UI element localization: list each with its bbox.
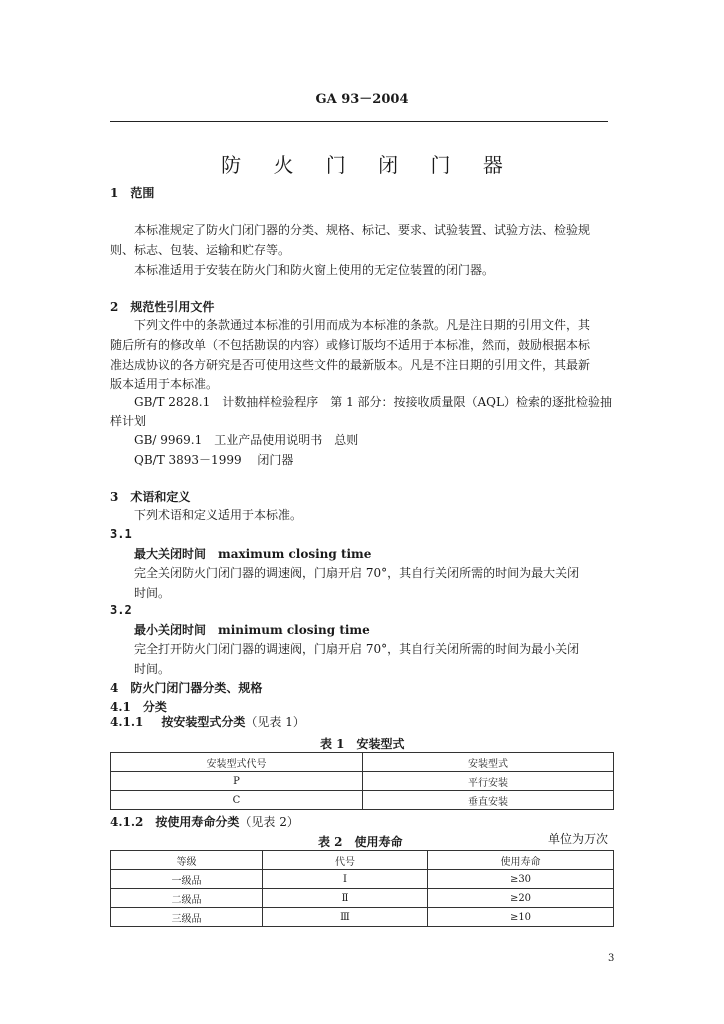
document-title: 防 火 门 闭 门 器 — [221, 153, 516, 177]
reference-gb2828-cont: 样计划 — [110, 414, 147, 428]
table-cell: ≥10 — [428, 908, 614, 927]
table-row — [111, 870, 614, 889]
table-header-cell: 等级 — [111, 851, 263, 870]
table-cell: Ⅲ — [263, 908, 428, 927]
subsection-title: 按安装型式分类 — [161, 715, 246, 729]
table-cell: 二级品 — [111, 889, 263, 908]
table-cell: 三级品 — [111, 908, 263, 927]
term-definition-line: 完全打开防火门闭门器的调速阀，门扇开启 70°，其自行关闭所需的时间为最小关闭 — [134, 642, 580, 656]
section-3-heading: 3 术语和定义 — [110, 490, 191, 504]
term-number: 3.2 — [110, 603, 132, 617]
section-1-heading: 1 范围 — [110, 186, 155, 200]
subsection-number: 4.1.2 — [110, 815, 144, 829]
table-1-mounting-type — [110, 752, 614, 810]
table-cell: C — [111, 791, 363, 810]
reference-gb2828: GB/T 2828.1 计数抽样检验程序 第 1 部分：按接收质量限（AQL）检索的逐批检验抽 — [134, 395, 612, 409]
subsection-number: 4.1.1 — [110, 715, 144, 729]
table-cell: 平行安装 — [363, 772, 614, 791]
sec2-line: 随后所有的修改单（不包括勘误的内容）或修订版均不适用于本标准，然而，鼓励根据本标 — [110, 338, 591, 352]
table-cell: 垂直安装 — [363, 791, 614, 810]
subsection-title: 按使用寿命分类 — [155, 815, 240, 829]
table-row — [111, 908, 614, 927]
sec3-intro: 下列术语和定义适用于本标准。 — [134, 508, 303, 522]
subsection-4-1-1 — [110, 712, 305, 732]
table-2-caption: 表 2 使用寿命 — [318, 835, 403, 849]
table-2-unit: 单位为万次 — [548, 832, 609, 846]
sec2-line: 版本适用于本标准。 — [110, 377, 219, 391]
subsection-note: （见表 1） — [245, 715, 305, 729]
term-definition-line: 时间。 — [134, 586, 171, 600]
term-definition-line: 时间。 — [134, 662, 171, 676]
table-cell: ≥30 — [428, 870, 614, 889]
table-header-cell: 使用寿命 — [428, 851, 614, 870]
reference-gb9969: GB/ 9969.1 工业产品使用说明书 总则 — [134, 433, 359, 447]
term-number: 3.1 — [110, 527, 132, 541]
sec2-line: 准达成协议的各方研究是否可使用这些文件的最新版本。凡是不注日期的引用文件，其最新 — [110, 358, 591, 372]
table-header-cell: 代号 — [263, 851, 428, 870]
term-title-min: 最小关闭时间 minimum closing time — [134, 623, 370, 637]
sec1-line: 本标准适用于安装在防火门和防火窗上使用的无定位装置的闭门器。 — [134, 263, 495, 277]
header-rule — [110, 121, 608, 122]
table-row — [111, 772, 614, 791]
subsection-4-1: 4.1 分类 — [110, 700, 167, 714]
standard-number-header: GA 93－2004 — [315, 92, 409, 107]
table-cell: Ⅰ — [263, 870, 428, 889]
table-cell: P — [111, 772, 363, 791]
reference-qb3893: QB/T 3893－1999 闭门器 — [134, 453, 294, 467]
term-title-max: 最大关闭时间 maximum closing time — [134, 547, 372, 561]
sec2-line: 下列文件中的条款通过本标准的引用而成为本标准的条款。凡是注日期的引用文件，其 — [134, 318, 591, 332]
table-header-cell: 安装型式 — [363, 753, 614, 772]
section-4-heading: 4 防火门闭门器分类、规格 — [110, 681, 263, 695]
page-number: 3 — [608, 953, 615, 964]
subsection-note: （见表 2） — [239, 815, 299, 829]
table-2-service-life — [110, 850, 614, 927]
table-row — [111, 889, 614, 908]
term-definition-line: 完全关闭防火门闭门器的调速阀，门扇开启 70°，其自行关闭所需的时间为最大关闭 — [134, 566, 580, 580]
sec1-line: 则、标志、包装、运输和贮存等。 — [110, 243, 291, 257]
sec1-line: 本标准规定了防火门闭门器的分类、规格、标记、要求、试验装置、试验方法、检验规 — [134, 223, 591, 237]
subsection-4-1-2 — [110, 812, 299, 832]
table-1-caption: 表 1 安装型式 — [320, 737, 405, 751]
table-cell: 一级品 — [111, 870, 263, 889]
section-2-heading: 2 规范性引用文件 — [110, 300, 215, 314]
table-cell: Ⅱ — [263, 889, 428, 908]
table-row — [111, 791, 614, 810]
table-header-cell: 安装型式代号 — [111, 753, 363, 772]
table-cell: ≥20 — [428, 889, 614, 908]
